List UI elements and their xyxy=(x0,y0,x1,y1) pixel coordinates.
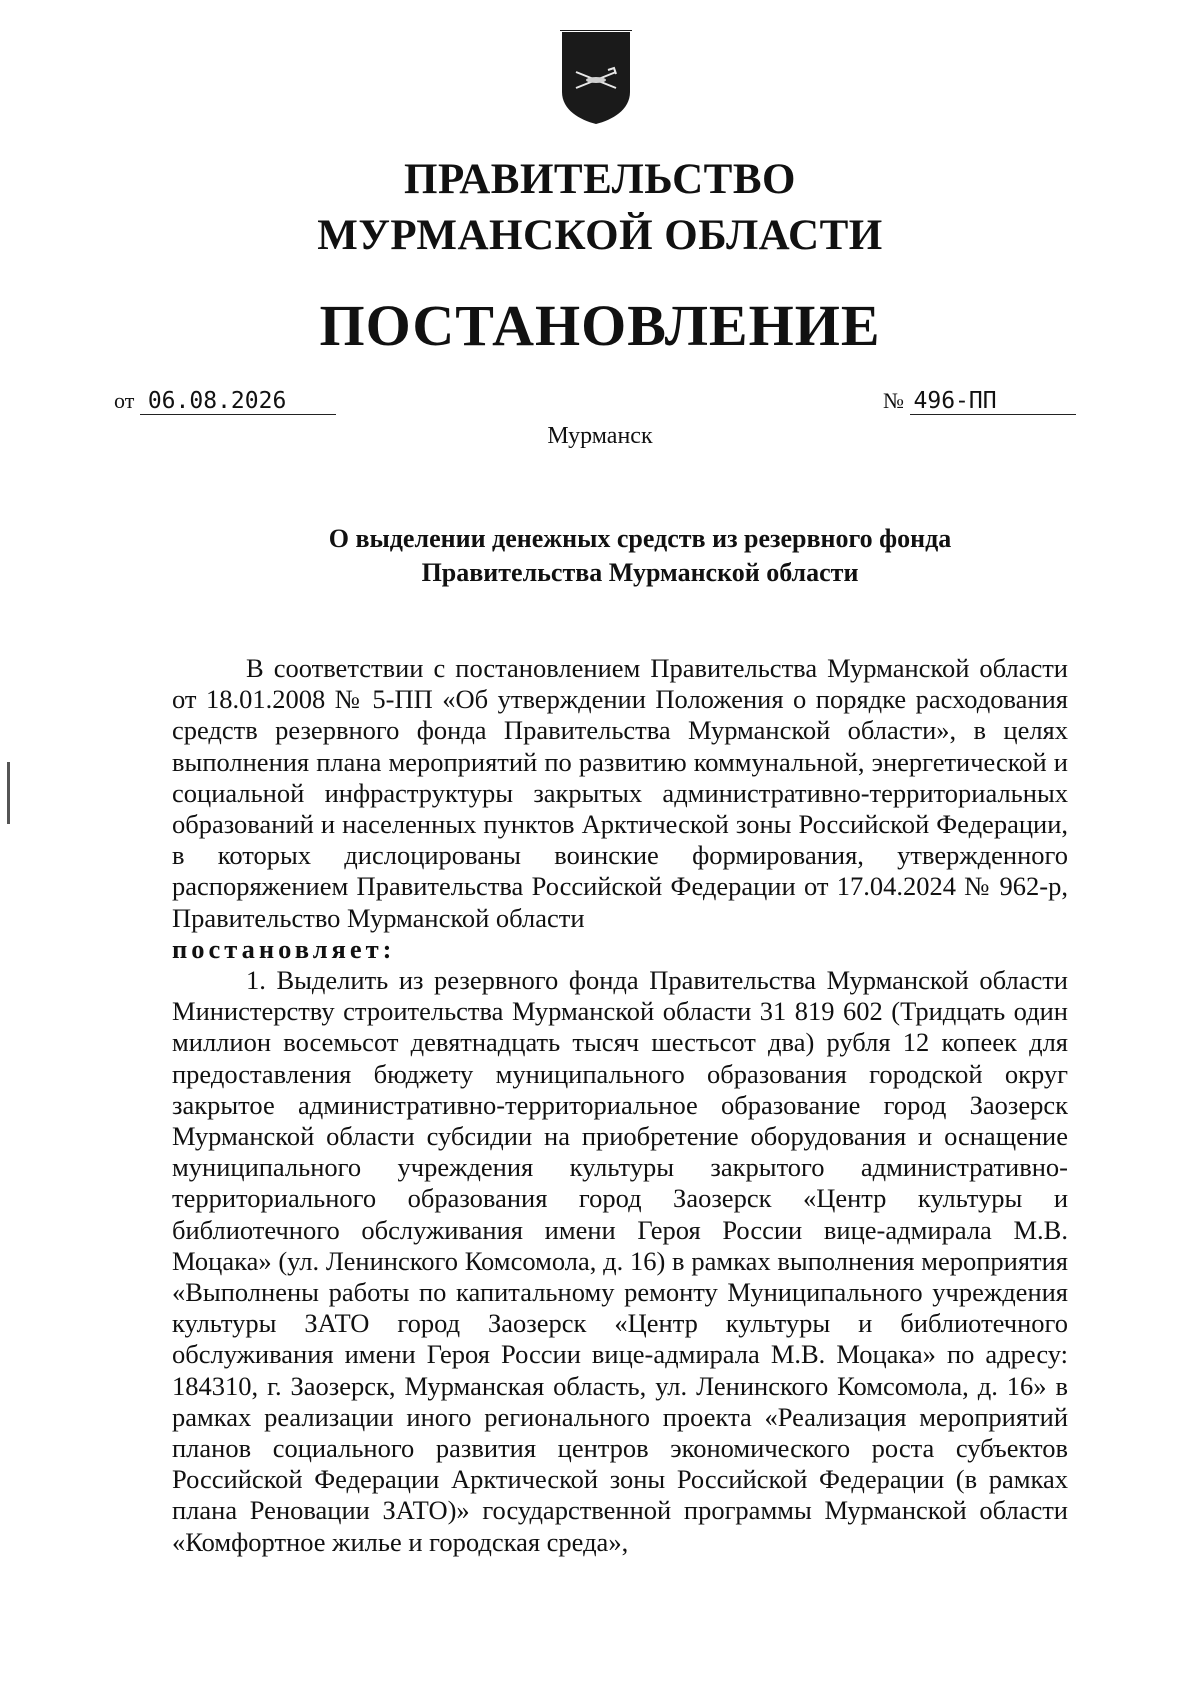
scan-margin-mark xyxy=(7,762,10,824)
date-prefix: от xyxy=(114,388,135,413)
government-name-line-1: ПРАВИТЕЛЬСТВО xyxy=(404,156,796,203)
decree-word: постановляет: xyxy=(172,933,396,964)
coat-of-arms-icon xyxy=(556,30,636,126)
document-type: ПОСТАНОВЛЕНИЕ xyxy=(319,293,881,358)
document-number: 496-ПП xyxy=(910,388,1076,415)
government-name xyxy=(0,152,1200,264)
document-date-line xyxy=(114,386,336,416)
document-body xyxy=(172,653,1068,1558)
document-date: 06.08.2026 xyxy=(140,388,336,415)
subject-line-2: Правительства Мурманской области xyxy=(421,558,859,587)
preamble-paragraph: В соответствии с постановлением Правительства Мурманской области от 18.01.2008 № 5-ПП «Об утверждении Положения о порядке расходования средств резервного фонда Правительства Мурманской области», в целях выполнения плана мероприятий по развитию коммунальной, энергетической и социальной инфраструктуры закрытых административно-территориальных образований и населенных пунктов Арктической зоны Российской Федерации, в которых дислоцированы воинские формирования, утвержденного распоряжением Правительства Российской Федерации от 17.04.2024 № 962-р, Правительство Мурманской области xyxy=(172,653,1068,933)
document-subject xyxy=(230,522,1050,590)
document-number-line xyxy=(883,386,1076,416)
government-name-line-2: МУРМАНСКОЙ ОБЛАСТИ xyxy=(317,212,883,259)
city: Мурманск xyxy=(547,423,653,449)
number-prefix: № xyxy=(883,388,904,413)
item-1-paragraph: 1. Выделить из резервного фонда Правительства Мурманской области Министерству строительства Мурманской области 31 819 602 (Тридцать один миллион восемьсот девятнадцать тысяч шестьсот два) рубля 12 копеек для предоставления бюджету муниципального образования городской округ закрытое административно-территориальное образование город Заозерск Мурманской области субсидии на приобретение оборудования и оснащение муниципального учреждения культуры закрытого административно-территориального образования город Заозерск «Центр культуры и библиотечного обслуживания имени Героя России вице-адмирала М.В. Моцака» (ул. Ленинского Комсомола, д. 16) в рамках выполнения мероприятия «Выполнены работы по капитальному ремонту Муниципального учреждения культуры ЗАТО город Заозерск «Центр культуры и библиотечного обслуживания имени Героя России вице-адмирала М.В. Моцака» по адресу: 184310, г. Заозерск, Мурманская область, ул. Ленинского Комсомола, д. 16» в рамках реализации иного регионального проекта «Реализация мероприятий планов социального развития центров экономического роста субъектов Российской Федерации Арктической зоны Российской Федерации (в рамках плана Реновации ЗАТО)» государственной программы Мурманской области «Комфортное жилье и городская среда», xyxy=(172,965,1068,1557)
subject-line-1: О выделении денежных средств из резервного фонда xyxy=(328,524,952,553)
